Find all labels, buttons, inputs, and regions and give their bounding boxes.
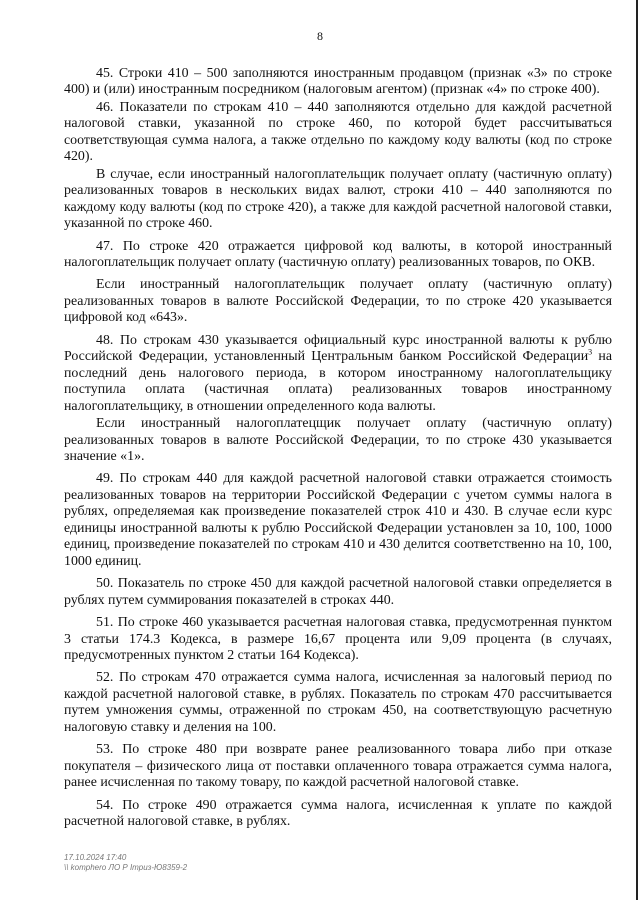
paragraph-46: 46. Показатели по строкам 410 – 440 заполняются отдельно для каждой расчетной налоговой ставки, указанной по строке 460, по которой будет рассчитываться соответствующая сумма налога, а также отдельно по каждому коду валюты (код по строке 420).	[64, 99, 612, 165]
paragraph-54: 54. По строке 490 отражается сумма налога, исчисленная к уплате по каждой расчетной налоговой ставке, в рублях.	[64, 797, 612, 830]
paragraph-46-multicurrency: В случае, если иностранный налогоплательщик получает оплату (частичную оплату) реализованных товаров в нескольких видах валют, строки 410 – 440 заполняются по каждому коду валюты (код по строке 420), а также для каждой расчетной налоговой ставки, указанной по строке 460.	[64, 166, 612, 232]
paragraph-48-start: 48. По строкам 430 указывается официальный курс иностранной валюты к рублю Российской Федерации, установленный Центральным банком Российской Федерации	[64, 332, 612, 365]
paragraph-53: 53. По строке 480 при возврате ранее реализованного товара либо при отказе покупателя – физического лица от поставки оплаченного товара отражается сумма налога, ранее исчисленная по такому товару, по каждой расчетной налоговой ставке.	[64, 742, 612, 791]
paragraph-48-rub: Если иностранный налогоплатецщик получает оплату (частичную оплату) реализованных товаров в валюте Российской Федерации, то по строке 430 указывается значение «1».	[64, 416, 612, 464]
paragraph-48	[64, 333, 612, 415]
page-number: 8	[317, 29, 323, 43]
paragraph-52: 52. По строкам 470 отражается сумма налога, исчисленная за налоговый период по каждой расчетной налоговой ставке, в рублях. Показатель по строкам 470 рассчитывается путем умножения суммы, отраженной по строкам 450, на соответствующую расчетную налоговую ставку и деления на 100.	[64, 670, 612, 735]
paragraph-48-end: на последний день налогового периода, в котором иностранному налогоплательщику поступила оплата (частичная оплата) реализованных товаров иностранному налогоплательщику, в отношении определенного кода валюты.	[64, 349, 612, 414]
paragraph-49: 49. По строкам 440 для каждой расчетной налоговой ставки отражается стоимость реализованных товаров на территории Российской Федерации с учетом суммы налога в рублях, определяемая как произведение показателей строк 410 и 430. В случае если курс единицы иностранной валюты к рублю Российской Федерации установлен за 10, 100, 1000 единиц, произведение показателей по строкам 410 и 430 делится соответственно на 10, 100, 1000 единиц.	[64, 471, 612, 569]
document-footer	[64, 853, 187, 873]
paragraph-50: 50. Показатель по строке 450 для каждой расчетной налоговой ставки определяется в рублях путем суммирования показателей в строках 440.	[64, 576, 612, 608]
scan-edge-line	[636, 0, 638, 900]
footer-timestamp: 17.10.2024 17:40	[64, 853, 127, 862]
paragraph-51: 51. По строке 460 указывается расчетная налоговая ставка, предусмотренная пунктом 3 статьи 174.3 Кодекса, в размере 16,67 процента или 9,09 процента (в случаях, предусмотренных пунктом 2 статьи 164 Кодекса).	[64, 615, 612, 663]
footnote-ref: 3	[588, 347, 593, 357]
paragraph-45: 45. Строки 410 – 500 заполняются иностранным продавцом (признак «3» по строке 400) и (или) иностранным посредником (налоговым агентом) (признак «4» по строке 400).	[64, 66, 612, 98]
paragraph-47-rub: Если иностранный налогоплательщик получает оплату (частичную оплату) реализованных товаров в валюте Российской Федерации, то по строке 420 указывается цифровой код «643».	[64, 277, 612, 326]
footer-file-path: \\ komphero ЛО Р Ітриз-Ю8359-2	[64, 863, 188, 872]
paragraph-47: 47. По строке 420 отражается цифровой код валюты, в которой иностранный налогоплательщик получает оплату (частичную оплату) реализованных товаров, по ОКВ.	[64, 238, 612, 270]
document-body	[64, 66, 612, 831]
